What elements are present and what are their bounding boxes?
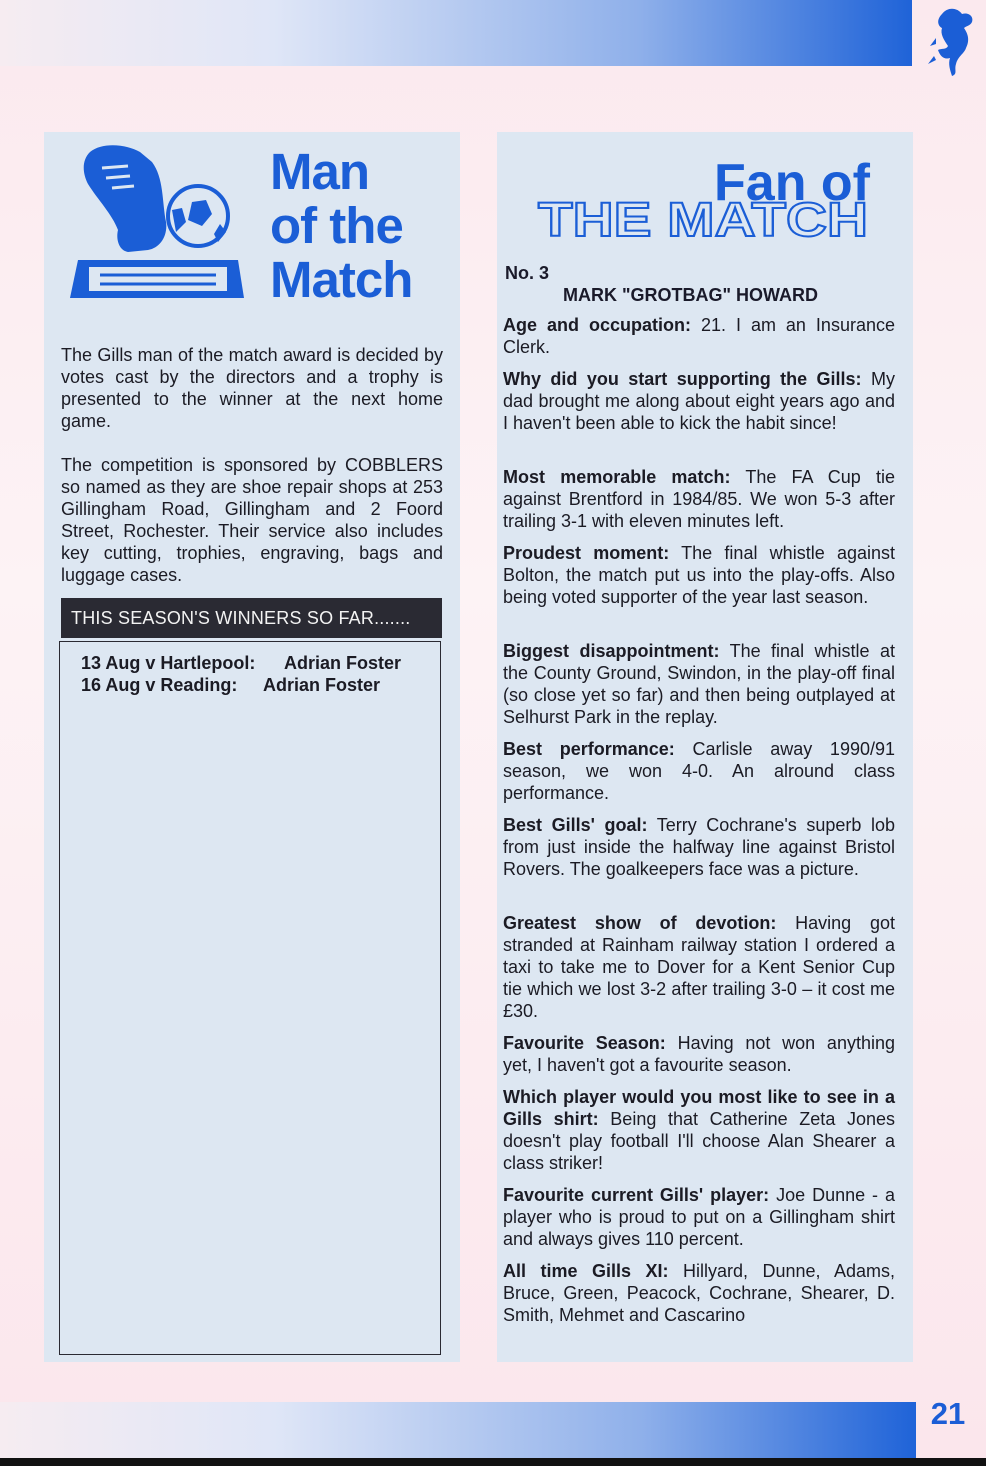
qa-question: Why did you start supporting the Gills: [503, 369, 862, 389]
qa-answer: Having not won anything yet, I haven't got a favourite season. [503, 1033, 895, 1075]
fotm-number: No. 3 [505, 263, 550, 283]
qa-answer: Having got stranded at Rainham railway station I ordered a taxi to take me to Dover for a Kent Senior Cup tie which we lost 3-2 after trailing 3-0 – it cost me £30. [503, 913, 895, 1021]
qa-answer: Carlisle away 1990/91 season, we won 4-0. An alround class performance. [503, 739, 895, 803]
qa-item [503, 542, 895, 608]
page-number: 21 [930, 1396, 966, 1431]
qa-item [503, 466, 895, 532]
qa-question: Proudest moment: [503, 543, 670, 563]
motm-intro-paragraph-1: The Gills man of the match award is decided by votes cast by the directors and a trophy is presented to the winner at the next home game. [61, 345, 443, 431]
fotm-title-bottom: THE MATCH [538, 194, 868, 247]
qa-item [503, 1184, 895, 1250]
qa-item [503, 640, 895, 728]
qa-answer: 21. I am an Insurance Clerk. [503, 315, 895, 357]
qa-question: Age and occupation: [503, 315, 691, 335]
qa-question: Favourite current Gills' player: [503, 1185, 770, 1205]
qa-item [503, 314, 895, 358]
bottom-rule [0, 1458, 986, 1466]
qa-question: All time Gills XI: [503, 1261, 669, 1281]
horse-mascot-icon [928, 4, 984, 78]
qa-question: Favourite Season: [503, 1033, 666, 1053]
qa-item [503, 1086, 895, 1174]
motm-title-line-1: Man [270, 143, 369, 200]
winner-player: Adrian Foster [263, 675, 381, 695]
motm-intro-paragraph-2: The competition is sponsored by COBBLERS so named as they are shoe repair shops at 253 Gillingham Road, Gillingham and 2 Foord Street, Rochester. Their service also includes key cutting, trophies, engraving, bags and luggage cases. [61, 455, 443, 585]
qa-answer: My dad brought me along about eight years ago and I haven't been able to kick the habit since! [503, 369, 895, 433]
qa-item [503, 1260, 895, 1326]
top-gradient-band [0, 0, 912, 66]
winners-header: THIS SEASON'S WINNERS SO FAR....... [61, 598, 442, 638]
qa-item [503, 738, 895, 804]
qa-answer: Joe Dunne - a player who is proud to put on a Gillingham shirt and always gives 110 percent. [503, 1185, 895, 1249]
qa-answer: The final whistle against Bolton, the match put us into the play-offs. Also being voted supporter of the year last season. [503, 543, 895, 607]
qa-item [503, 1032, 895, 1076]
motm-title-line-2: of the [270, 197, 403, 254]
winner-row [81, 652, 401, 674]
qa-item [503, 368, 895, 434]
qa-answer: Terry Cochrane's superb lob from just inside the halfway line against Bristol Rovers. The goalkeepers face was a picture. [503, 815, 896, 879]
fotm-name: MARK "GROTBAG" HOWARD [563, 285, 819, 305]
qa-question: Best performance: [503, 739, 675, 759]
boot-trophy-icon [68, 138, 248, 302]
winner-player: Adrian Foster [284, 653, 402, 673]
qa-question: Greatest show of devotion: [503, 913, 777, 933]
qa-answer: The final whistle at the County Ground, Swindon, in the play-off final (so close yet so far) and then being outplayed at Selhurst Park in the replay. [503, 641, 895, 727]
fotm-title [536, 148, 876, 248]
qa-item [503, 814, 895, 880]
motm-title [270, 143, 413, 308]
winner-match: 13 Aug v Hartlepool: [81, 653, 256, 673]
winner-row [81, 674, 380, 696]
bottom-gradient-band [0, 1402, 916, 1460]
qa-question: Most memorable match: [503, 467, 731, 487]
qa-answer: The FA Cup tie against Brentford in 1984/85. We won 5-3 after trailing 3-1 with eleven minutes left. [503, 467, 895, 531]
qa-answer: Being that Catherine Zeta Jones doesn't play football I'll choose Alan Shearer a class striker! [503, 1109, 895, 1173]
motm-title-line-3: Match [270, 251, 413, 308]
winners-box [59, 641, 441, 1355]
winner-match: 16 Aug v Reading: [81, 675, 238, 695]
qa-question: Biggest disappointment: [503, 641, 720, 661]
qa-item [503, 912, 895, 1022]
fotm-title-top: Fan of [714, 154, 870, 212]
qa-question: Which player would you most like to see in a Gills shirt: [503, 1087, 895, 1129]
qa-answer: Hillyard, Dunne, Adams, Bruce, Green, Peacock, Cochrane, Shearer, D. Smith, Mehmet and Cascarino [503, 1261, 895, 1325]
qa-question: Best Gills' goal: [503, 815, 648, 835]
